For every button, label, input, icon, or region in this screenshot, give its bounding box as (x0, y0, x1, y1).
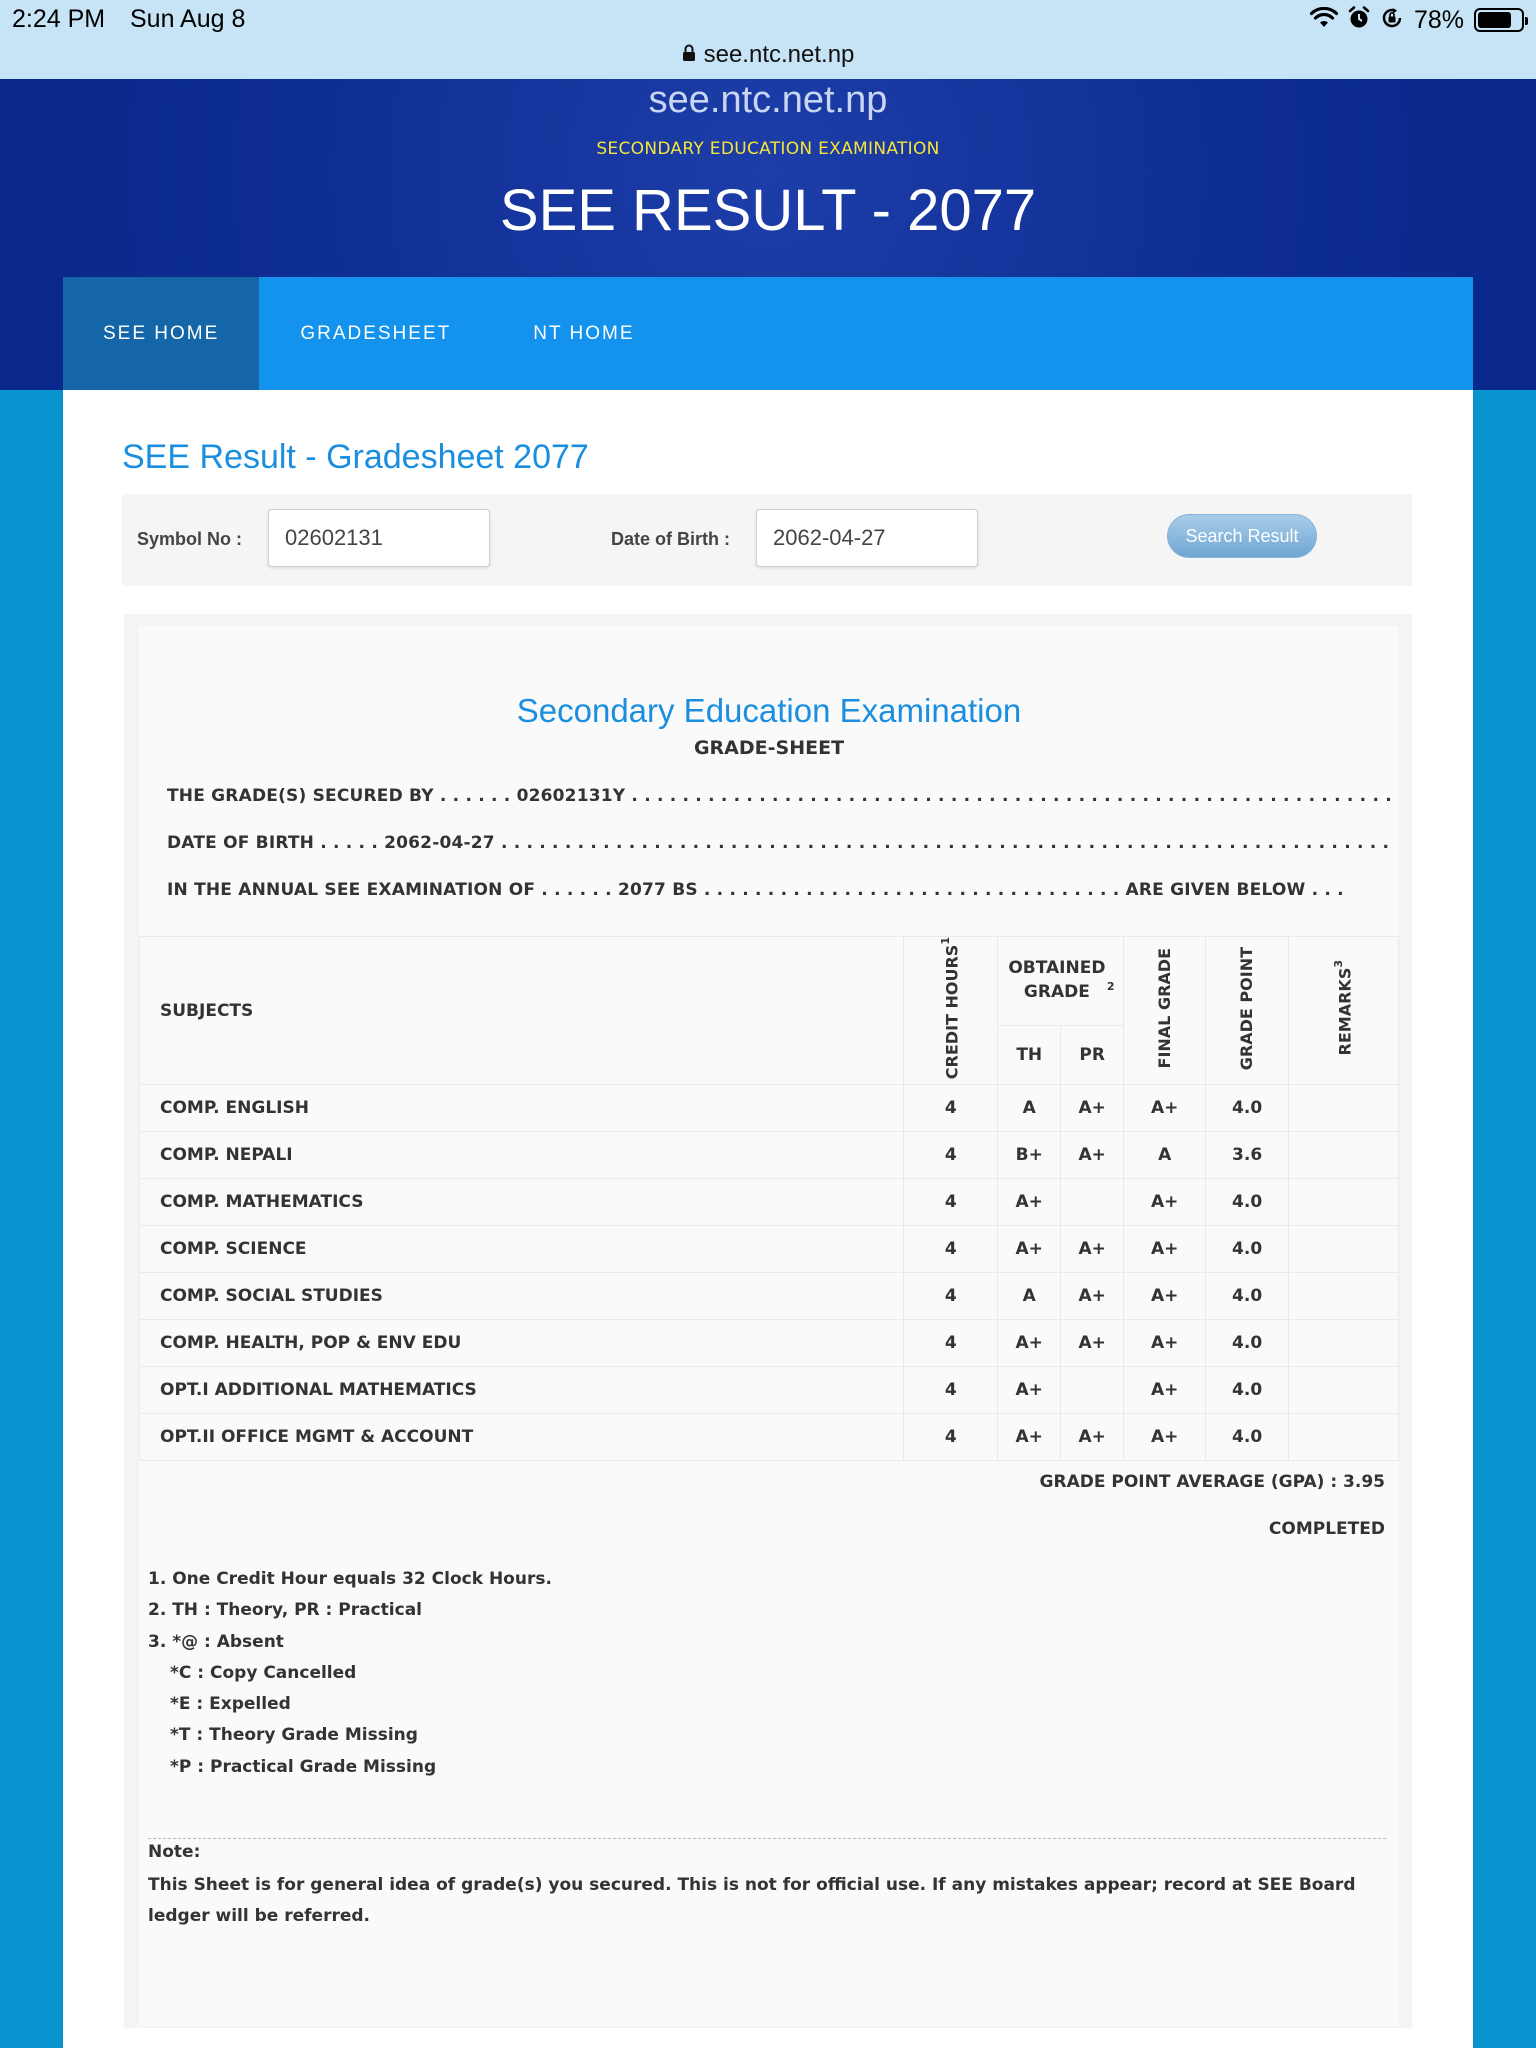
header-remarks: REMARKS$^3$ (1289, 937, 1399, 1085)
subject-cell: COMP. MATHEMATICS (140, 1179, 904, 1226)
final-grade-cell: A+ (1124, 1367, 1206, 1414)
subject-cell: COMP. HEALTH, POP & ENV EDU (140, 1320, 904, 1367)
nav-see-home[interactable]: SEE HOME (63, 277, 259, 390)
grade-point-cell: 4.0 (1206, 1320, 1289, 1367)
remarks-cell (1289, 1132, 1399, 1179)
footnotes (148, 1564, 552, 1783)
header-subjects: SUBJECTS (140, 937, 904, 1085)
table-row (140, 1414, 1399, 1461)
footnote: *T : Theory Grade Missing (170, 1725, 418, 1746)
note-text: This Sheet is for general idea of grade(s) you secured. This is not for official use. If any mistakes appear; record at SEE Board ledger will be referred. (148, 1875, 1356, 1926)
footnote: 2. TH : Theory, PR : Practical (148, 1600, 423, 1621)
remarks-cell (1289, 1179, 1399, 1226)
final-grade-cell: A (1124, 1132, 1206, 1179)
result-status: COMPLETED (1268, 1519, 1385, 1539)
remarks-cell (1289, 1320, 1399, 1367)
grade-point-cell: 4.0 (1206, 1085, 1289, 1132)
credit-cell: 4 (904, 1132, 998, 1179)
header-subtitle: SECONDARY EDUCATION EXAMINATION (596, 139, 940, 159)
header-title: SEE RESULT - 2077 (499, 178, 1037, 243)
grade-point-cell: 4.0 (1206, 1273, 1289, 1320)
wifi-icon (1310, 7, 1338, 33)
footnote: 3. *@ : Absent (148, 1631, 284, 1652)
pr-grade-cell: A+ (1061, 1132, 1124, 1179)
dob-input[interactable]: 2062-04-27 (756, 509, 978, 567)
exam-line: IN THE ANNUAL SEE EXAMINATION OF . . . . . . 2077 BS . . . . . . . . . . . . . . . . . . . . . . . . . . . . . . . . . ARE GIVEN BELOW . . . (167, 880, 1344, 900)
symbol-input[interactable]: 02602131 (268, 509, 490, 567)
nav-nt-home[interactable]: NT HOME (533, 322, 635, 344)
table-row (140, 1132, 1399, 1179)
search-result-button[interactable]: Search Result (1167, 514, 1317, 558)
grade-point-cell: 4.0 (1206, 1367, 1289, 1414)
nav-gradesheet[interactable]: GRADESHEET (300, 322, 452, 344)
battery-percent: 78% (1413, 5, 1464, 34)
header-pr: PR (1061, 1025, 1124, 1084)
footnote: *P : Practical Grade Missing (170, 1756, 437, 1777)
grades-table (139, 936, 1399, 1461)
divider (148, 1838, 1386, 1839)
table-row (140, 1273, 1399, 1320)
lock-icon (682, 41, 696, 69)
alarm-icon (1348, 6, 1370, 34)
pr-grade-cell: A+ (1061, 1273, 1124, 1320)
remarks-cell (1289, 1085, 1399, 1132)
subject-cell: COMP. ENGLISH (140, 1085, 904, 1132)
pr-grade-cell: A+ (1061, 1085, 1124, 1132)
subject-cell: COMP. NEPALI (140, 1132, 904, 1179)
orientation-lock-icon (1380, 6, 1404, 34)
status-time: 2:24 PM (12, 5, 106, 33)
grade-point-cell: 4.0 (1206, 1226, 1289, 1273)
final-grade-cell: A+ (1124, 1226, 1206, 1273)
final-grade-cell: A+ (1124, 1179, 1206, 1226)
grade-point-cell: 3.6 (1206, 1132, 1289, 1179)
header-grade-point: GRADE POINT (1206, 937, 1289, 1085)
page-title: SEE Result - Gradesheet 2077 (122, 438, 589, 476)
credit-cell: 4 (904, 1226, 998, 1273)
symbol-label: Symbol No : (137, 529, 243, 549)
subject-cell: OPT.II OFFICE MGMT & ACCOUNT (140, 1414, 904, 1461)
site-name: see.ntc.net.np (648, 79, 888, 121)
secured-by-line: THE GRADE(S) SECURED BY . . . . . . 02602131Y . . . . . . . . . . . . . . . . . . . . . . . . . . . . . . . . . . . . . . . . . . . . . . . . . . . . . . . . . . . . (167, 786, 1392, 806)
remarks-cell (1289, 1273, 1399, 1320)
remarks-cell (1289, 1414, 1399, 1461)
credit-cell: 4 (904, 1367, 998, 1414)
credit-cell: 4 (904, 1179, 998, 1226)
status-date: Sun Aug 8 (130, 5, 246, 33)
status-bar (0, 0, 1536, 79)
gradesheet (139, 626, 1399, 2026)
th-grade-cell: A (998, 1273, 1061, 1320)
header-credit-hours: CREDIT HOURS$^1$ (904, 937, 998, 1085)
table-row (140, 1179, 1399, 1226)
dob-line: DATE OF BIRTH . . . . . 2062-04-27 . . . . . . . . . . . . . . . . . . . . . . . . . . . . . . . . . . . . . . . . . . . . . . . . . . . . . . . . . . . . . . . . . . . . . . (167, 833, 1390, 853)
table-row (140, 1320, 1399, 1367)
remarks-cell (1289, 1367, 1399, 1414)
th-grade-cell: A+ (998, 1320, 1061, 1367)
final-grade-cell: A+ (1124, 1273, 1206, 1320)
header-final-grade: FINAL GRADE (1124, 937, 1206, 1085)
table-row (140, 1085, 1399, 1132)
th-grade-cell: B+ (998, 1132, 1061, 1179)
grade-point-cell: 4.0 (1206, 1179, 1289, 1226)
table-row (140, 1226, 1399, 1273)
url-text: see.ntc.net.np (703, 41, 855, 68)
sheet-subtitle: GRADE-SHEET (693, 737, 845, 759)
pr-grade-cell: A+ (1061, 1226, 1124, 1273)
pr-grade-cell (1061, 1179, 1124, 1226)
th-grade-cell: A+ (998, 1367, 1061, 1414)
status-icons (1310, 4, 1524, 36)
search-form (122, 494, 1412, 586)
credit-cell: 4 (904, 1320, 998, 1367)
credit-cell: 4 (904, 1414, 998, 1461)
footnote: *E : Expelled (170, 1694, 291, 1715)
main-nav (63, 277, 1473, 390)
battery-icon (1474, 8, 1524, 32)
dob-label: Date of Birth : (611, 529, 730, 549)
sheet-title: Secondary Education Examination (516, 692, 1022, 729)
subject-cell: COMP. SCIENCE (140, 1226, 904, 1273)
th-grade-cell: A+ (998, 1226, 1061, 1273)
subject-cell: COMP. SOCIAL STUDIES (140, 1273, 904, 1320)
url-bar[interactable] (0, 38, 1536, 72)
gpa: GRADE POINT AVERAGE (GPA) : 3.95 (1039, 1472, 1385, 1492)
th-grade-cell: A+ (998, 1179, 1061, 1226)
table-row (140, 1367, 1399, 1414)
pr-grade-cell: A+ (1061, 1414, 1124, 1461)
final-grade-cell: A+ (1124, 1085, 1206, 1132)
grade-point-cell: 4.0 (1206, 1414, 1289, 1461)
footnote: 1. One Credit Hour equals 32 Clock Hours. (148, 1569, 552, 1589)
th-grade-cell: A (998, 1085, 1061, 1132)
footnote: *C : Copy Cancelled (170, 1662, 357, 1683)
note-heading: Note: (148, 1842, 201, 1862)
credit-cell: 4 (904, 1273, 998, 1320)
final-grade-cell: A+ (1124, 1320, 1206, 1367)
th-grade-cell: A+ (998, 1414, 1061, 1461)
subject-cell: OPT.I ADDITIONAL MATHEMATICS (140, 1367, 904, 1414)
final-grade-cell: A+ (1124, 1414, 1206, 1461)
pr-grade-cell (1061, 1367, 1124, 1414)
remarks-cell (1289, 1226, 1399, 1273)
header-obtained-grade: OBTAINED GRADE $^2$ (998, 937, 1124, 1026)
header-th: TH (998, 1025, 1061, 1084)
credit-cell: 4 (904, 1085, 998, 1132)
pr-grade-cell: A+ (1061, 1320, 1124, 1367)
